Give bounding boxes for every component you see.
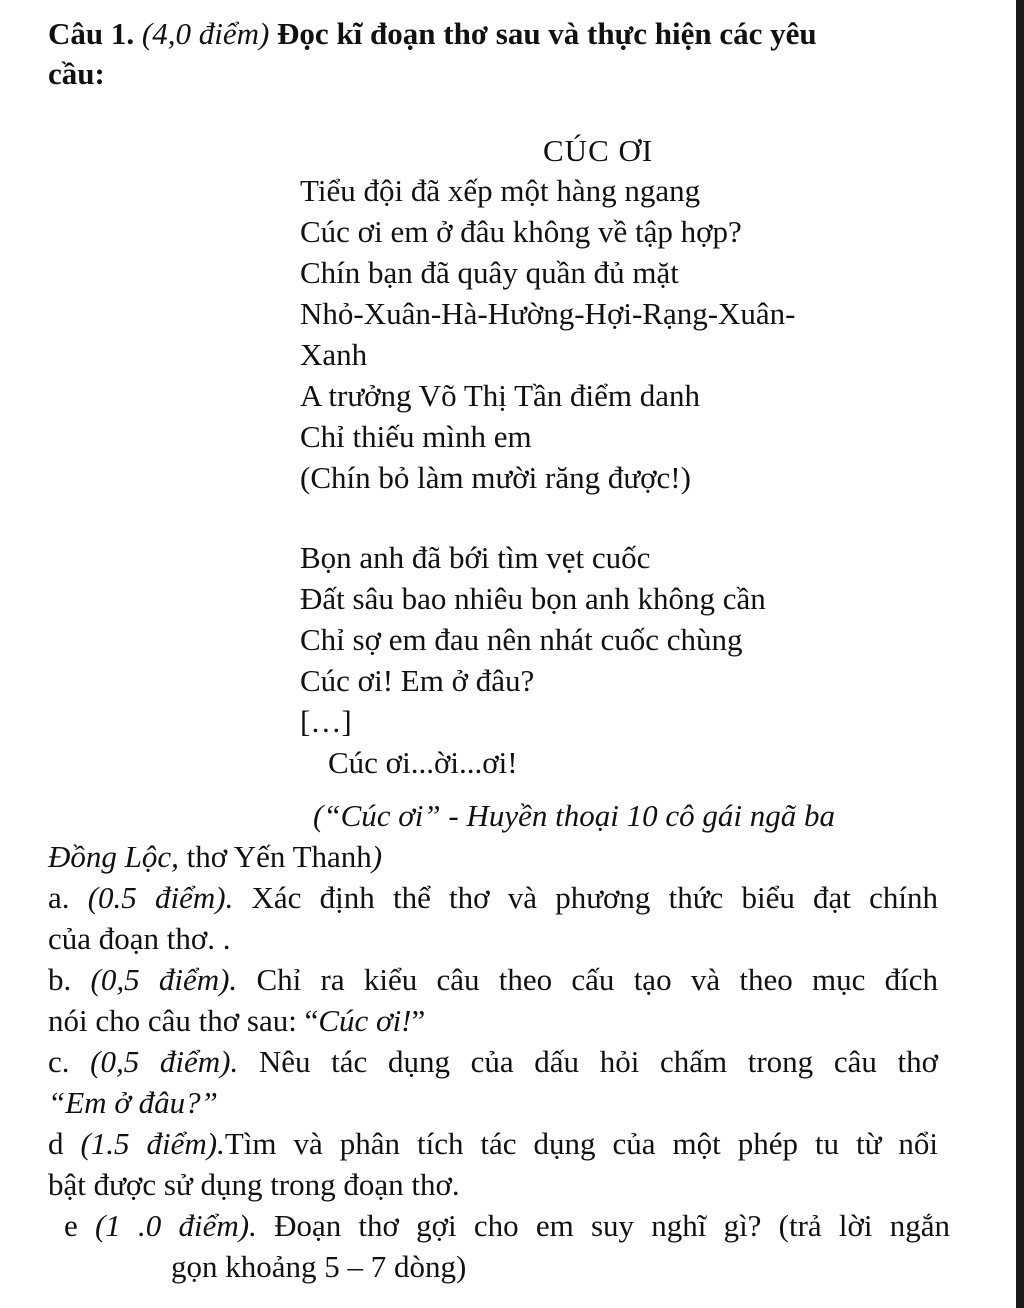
poem-line: Đất sâu bao nhiêu bọn anh không cần [300, 581, 766, 616]
task-a-points: (0.5 điểm). [87, 880, 234, 915]
poem-line: Chỉ sợ em đau nên nhát cuốc chùng [300, 622, 743, 657]
task-b-quote: Cúc ơi! [318, 1003, 412, 1038]
task-d-points: (1.5 điểm). [80, 1126, 225, 1161]
task-a [48, 880, 938, 916]
task-d-label: d [48, 1126, 81, 1161]
task-e-continued: gọn khoảng 5 – 7 dòng) [171, 1249, 467, 1284]
question-heading [48, 16, 926, 52]
task-e-text: Đoạn thơ gợi cho em suy nghĩ gì? (trả lời ngắn [256, 1208, 950, 1243]
question-number: Câu 1. [48, 16, 135, 51]
photo-edge-border [1016, 0, 1024, 1308]
poem-source-continued [48, 839, 382, 875]
poem-ellipsis: […] [300, 704, 352, 739]
task-b-label: b. [48, 962, 91, 997]
task-a-label: a. [48, 880, 88, 915]
poem-source: (“Cúc ơi” - Huyền thoại 10 cô gái ngã ba [313, 798, 835, 833]
task-d [48, 1126, 938, 1162]
question-instruction-continued: cầu: [48, 56, 105, 91]
poem-line: Nhỏ-Xuân-Hà-Hường-Hợi-Rạng-Xuân- [300, 296, 796, 331]
source-close: ) [371, 839, 383, 874]
task-c [48, 1044, 938, 1080]
poem-line: Bọn anh đã bới tìm vẹt cuốc [300, 540, 651, 575]
poem-line: (Chín bỏ làm mười răng được!) [300, 460, 691, 495]
source-place: Đồng Lộc, [48, 839, 179, 874]
task-b-quote-end: ” [411, 1003, 426, 1038]
task-b-text-2: nói cho câu thơ sau: “ [48, 1003, 319, 1038]
task-c-text: Nêu tác dụng của dấu hỏi chấm trong câu thơ [238, 1044, 939, 1079]
task-b-continued [48, 1003, 425, 1039]
task-c-points: (0,5 điểm). [90, 1044, 239, 1079]
task-d-continued: bật được sử dụng trong đoạn thơ. [48, 1167, 460, 1202]
poem-line: Cúc ơi! Em ở đâu? [300, 663, 535, 698]
task-c-quote: “Em ở đâu?” [48, 1085, 218, 1120]
poem-closing-line: Cúc ơi...ời...ơi! [328, 745, 518, 780]
poem-title: CÚC ƠI [543, 133, 654, 168]
task-e-label: e [64, 1208, 95, 1243]
poem-line: Cúc ơi em ở đâu không về tập hợp? [300, 214, 742, 249]
poem-line: Xanh [300, 337, 368, 372]
source-author: thơ Yến Thanh [178, 839, 372, 874]
task-c-label: c. [48, 1044, 91, 1079]
task-a-text: Xác định thể thơ và phương thức biểu đạt chính [233, 880, 938, 915]
task-e-points: (1 .0 điểm). [94, 1208, 257, 1243]
task-b [48, 962, 938, 998]
poem-line: Chỉ thiếu mình em [300, 419, 532, 454]
question-points: (4,0 điểm) [141, 16, 270, 51]
task-b-text: Chỉ ra kiểu câu theo cấu tạo và theo mục đích [237, 962, 938, 997]
poem-line: Chín bạn đã quây quần đủ mặt [300, 255, 679, 290]
question-instruction: Đọc kĩ đoạn thơ sau và thực hiện các yêu [277, 16, 817, 51]
poem-line: A trưởng Võ Thị Tần điểm danh [300, 378, 701, 413]
task-d-text: Tìm và phân tích tác dụng của một phép tu từ nổi [224, 1126, 939, 1161]
task-a-continued: của đoạn thơ. . [48, 921, 231, 956]
task-e [64, 1208, 950, 1244]
poem-line: Tiểu đội đã xếp một hàng ngang [300, 173, 701, 208]
task-b-points: (0,5 điểm). [90, 962, 238, 997]
